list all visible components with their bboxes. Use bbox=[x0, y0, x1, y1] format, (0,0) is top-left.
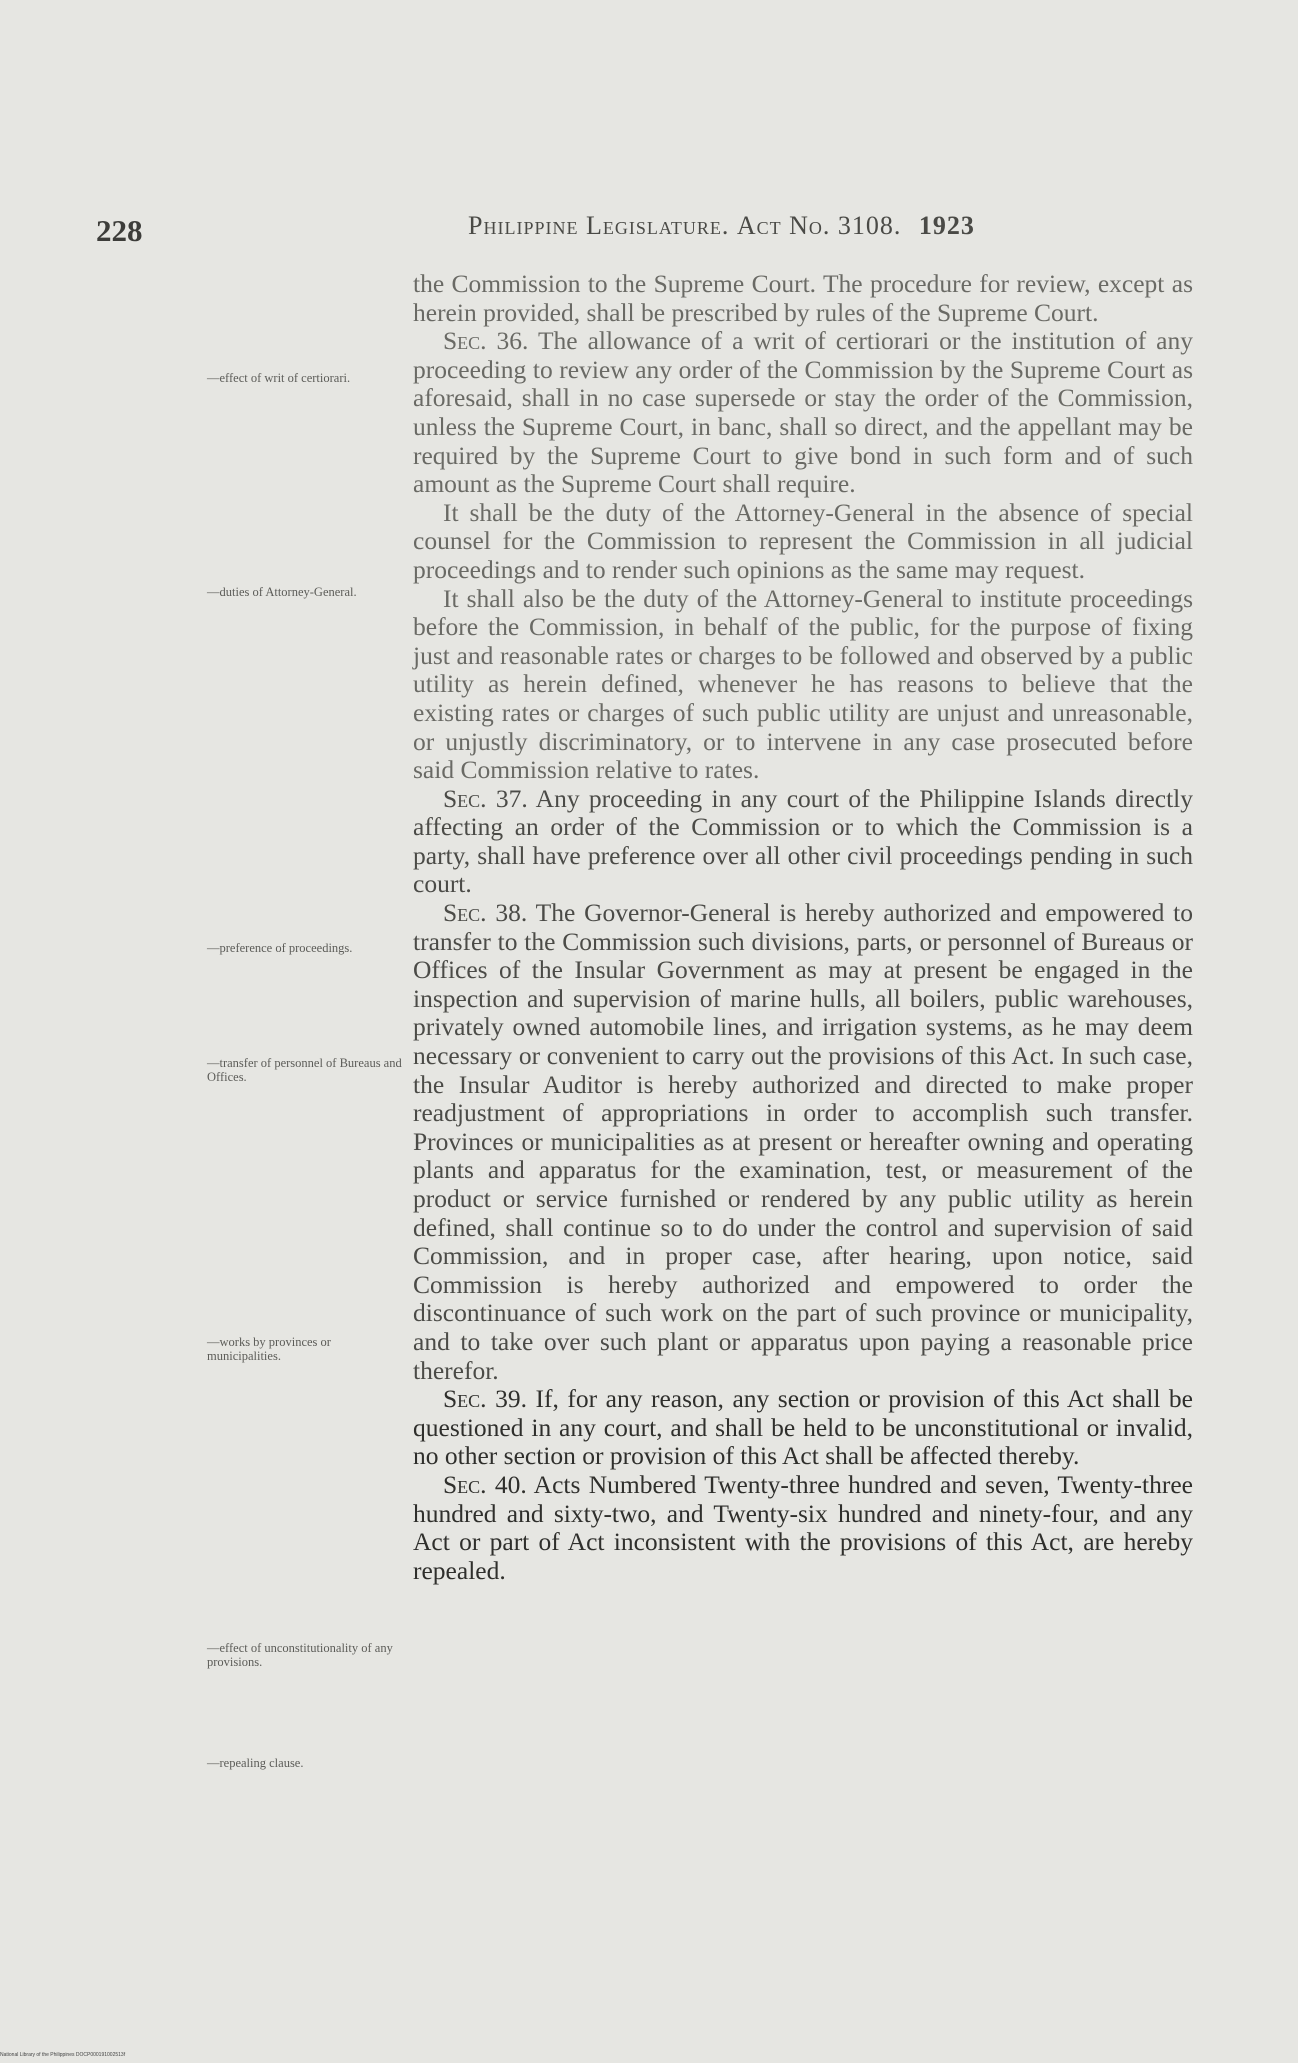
page-number: 228 bbox=[96, 213, 143, 248]
section-label: Sec. 40. bbox=[443, 1469, 527, 1499]
sidenote-unconstitutionality: —effect of unconstitutionality of any provisions. bbox=[207, 1641, 393, 1669]
running-head-year: 1923 bbox=[918, 211, 975, 240]
running-head bbox=[468, 211, 975, 241]
paragraph-text: It shall be the duty of the Attorney-General in the absence of special counsel for the Commission to represent the Commission in all judicial proceedings and to render such opinions as the same may request. bbox=[413, 497, 1193, 584]
sidenote-works: —works by provinces or municipalities. bbox=[207, 1335, 331, 1363]
section-label: Sec. 36. bbox=[443, 326, 529, 356]
paragraph-text: The Governor-General is hereby authorized and empowered to transfer to the Commission such divisions, parts, or personnel of Bureaus or Offices of the Insular Government as may at present be engaged in the inspection and supervision of marine hulls, all boilers, public warehouses, privately owned automobile lines, and irrigation systems, as he may deem necessary or convenient to carry out the provisions of this Act. In such case, the Insular Auditor is hereby authorized and directed to make proper readjustment of appropriations in order to accomplish such transfer. Provinces or municipalities as at present or hereafter owning and operating plants and apparatus for the examination, test, or measurement of the product or service furnished or rendered by any public utility as herein defined, shall continue so to do under the control and supervision of said Commission, and in proper case, after hearing, upon notice, said Commission is hereby authorized and empowered to order the discontinuance of such work on the part of such province or municipality, and to take over such plant or apparatus upon paying a reasonable price therefor. bbox=[413, 898, 1193, 1385]
running-head-act: Act No. 3108. bbox=[736, 211, 902, 240]
section-39 bbox=[413, 1385, 1193, 1471]
section-36 bbox=[413, 327, 1193, 499]
paragraph-attorney-duty bbox=[413, 499, 1193, 585]
paragraph-attorney-proceedings bbox=[413, 585, 1193, 785]
sidenote-preference: —preference of proceedings. bbox=[207, 941, 353, 955]
section-38 bbox=[413, 899, 1193, 1385]
sidenote-transfer: —transfer of personnel of Bureaus and Offices. bbox=[207, 1056, 402, 1084]
section-37 bbox=[413, 785, 1193, 899]
section-label: Sec. 37. bbox=[443, 783, 528, 813]
paragraph-continuation bbox=[413, 270, 1193, 327]
sidenote-certiorari: —effect of writ of certiorari. bbox=[207, 371, 351, 385]
sidenote-repealing: —repealing clause. bbox=[207, 1756, 304, 1770]
section-label: Sec. 38. bbox=[443, 898, 528, 928]
section-40 bbox=[413, 1471, 1193, 1585]
paragraph-text: the Commission to the Supreme Court. The procedure for review, except as herein provided, shall be prescribed by rules of the Supreme Court. bbox=[413, 269, 1193, 327]
sidenote-attorney-general: —duties of Attorney-General. bbox=[207, 585, 357, 599]
running-head-title: Philippine Legislature. bbox=[468, 211, 730, 240]
body-text bbox=[413, 270, 1193, 1585]
paragraph-text: Any proceeding in any court of the Philippine Islands directly affecting an order of the Commission or to which the Commission is a party, shall have preference over all other civil proceedings pending in such court. bbox=[413, 783, 1193, 899]
paragraph-text: If, for any reason, any section or provision of this Act shall be questioned in any court, and shall be held to be unconstitutional or invalid, no other section or provision of this Act shall be affected thereby. bbox=[413, 1384, 1194, 1471]
section-label: Sec. 39. bbox=[443, 1384, 527, 1414]
paragraph-text: The allowance of a writ of certiorari or the institution of any proceeding to review any order of the Commission by the Supreme Court as aforesaid, shall in no case supersede or stay the order of the Commission, unless the Supreme Court, in banc, shall so direct, and the appellant may be required by the Supreme Court to give bond in such form and of such amount as the Supreme Court shall require. bbox=[413, 326, 1193, 499]
paragraph-text: It shall also be the duty of the Attorney-General to institute proceedings before the Commission, in behalf of the public, for the purpose of fixing just and reasonable rates or charges to be followed and observed by a public utility as herein defined, whenever he has reasons to believe that the existing rates or charges of such public utility are unjust and unreasonable, or unjustly discriminatory, or to intervene in any case prosecuted before said Commission relative to rates. bbox=[413, 583, 1193, 785]
paragraph-text: Acts Numbered Twenty-three hundred and seven, Twenty-three hundred and sixty-two, and Twenty-six hundred and ninety-four, and any Act or part of Act inconsistent with the provisions of this Act, are hereby repealed. bbox=[413, 1469, 1193, 1585]
footer-source-line: National Library of the Philippines DOCP000191002513f bbox=[0, 2052, 126, 2058]
